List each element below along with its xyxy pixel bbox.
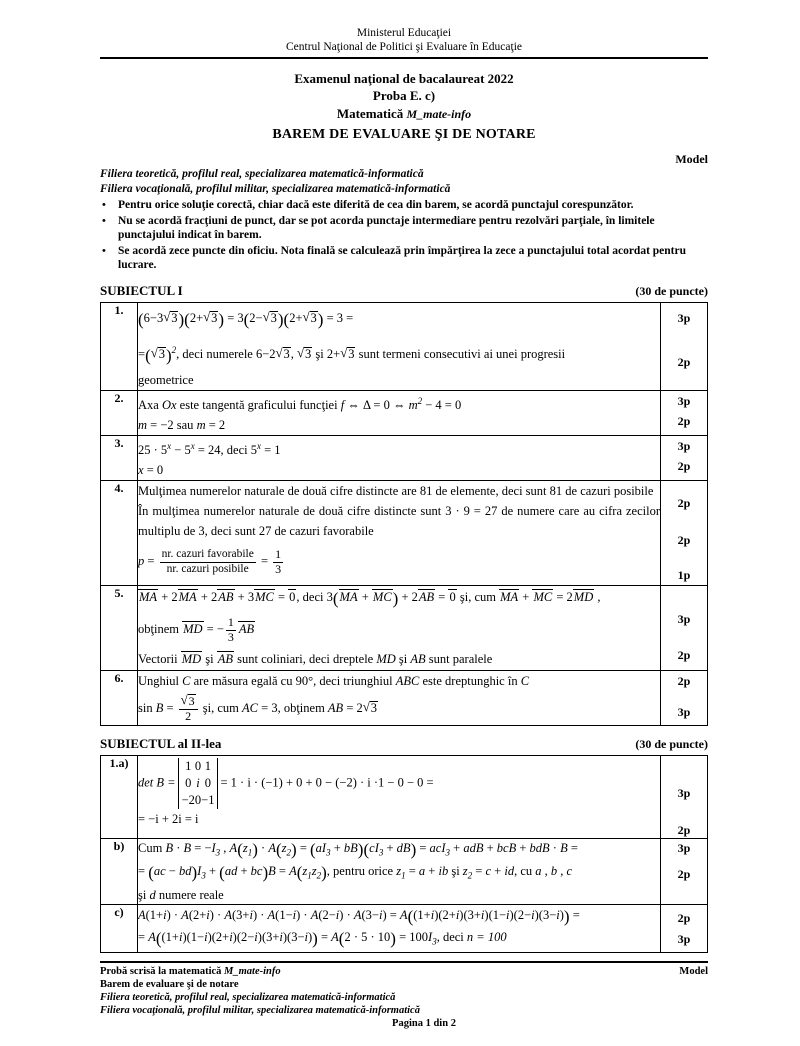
math-line <box>138 756 660 809</box>
instruction-text: Pentru orice soluţie corectă, chiar dacă este diferită de cea din barem, se acordă punctajul corespunzător. <box>118 199 634 211</box>
proba-label: Proba E. c) <box>372 88 436 103</box>
math-line: = $A((1+i)(1-i)(2+i)(2-i)(3+i)(3-i)) = A(2 \cdot 5 \cdot 10) = 100I_3$, deci n = 100 <box>138 928 507 948</box>
text-fragment: este tangentă graficului funcţiei <box>176 397 341 412</box>
math-line: (6−3 √ 3)(2+ √ 3) = 3(2− √ 3)(2+ √ 3) = 3 = <box>138 303 660 335</box>
text-fragment: , deci <box>436 929 467 944</box>
fraction-denominator: nr. cazuri posibile <box>160 562 256 576</box>
points-value: 2p <box>677 910 691 925</box>
subject-prefix: Matematică <box>336 106 407 121</box>
row-points <box>661 302 708 390</box>
row-body <box>138 904 661 953</box>
text-fragment: Probă scrisă la matematică <box>100 966 225 978</box>
instruction-item <box>100 198 708 213</box>
matrix-cell: 0 <box>194 758 202 773</box>
row-body <box>138 390 661 435</box>
row-body <box>138 838 661 904</box>
subject-line <box>100 104 708 124</box>
row-number: 5. <box>101 585 138 670</box>
text-fragment: , <box>290 346 298 361</box>
points-value: 3p <box>677 704 691 719</box>
section-1-title: SUBIECTUL I <box>100 282 183 298</box>
barem-title: BAREM DE EVALUARE ŞI DE NOTARE <box>272 127 536 142</box>
matrix-cell: 0 <box>185 775 192 790</box>
det-rhs: = 1 · i · (−1) + 0 + 0 − (−2) · i ·1 − 0 − 0 = <box>220 775 434 790</box>
row-number: 4. <box>101 480 138 585</box>
math-line: Vectorii MD şi AB sunt coliniari, deci dreptele MD şi AB sunt paralele <box>138 651 493 666</box>
row-number: 1.a) <box>101 755 138 838</box>
barem-table-subiect-2 <box>100 755 708 954</box>
footer-model-label: Model <box>679 966 708 978</box>
fraction-numerator: nr. cazuri favorabile <box>161 548 254 561</box>
row-body <box>138 585 661 670</box>
table-row <box>101 390 708 435</box>
row-points <box>661 585 708 670</box>
matrix-row <box>182 758 215 775</box>
footer-filiera-vocationala: Filiera vocaţională, profilul militar, specializarea matematică-informatică <box>100 1005 420 1017</box>
math-line: obţinem MD = − $\frac{1}{3}$ AB <box>138 614 255 644</box>
text-fragment: şi, cum <box>456 589 500 604</box>
text-fragment: , cu <box>514 864 536 879</box>
determinant-matrix <box>178 758 219 809</box>
text-fragment: şi, cum <box>199 700 243 715</box>
footer-filiera-teoretica: Filiera teoretică, profilul real, specializarea matematică-informatică <box>100 992 396 1004</box>
math-line: În mulţimea numerelor naturale de două cifre distincte sunt 3 · 9 = 27 de numere care au cifra zecilor multiplu de 3, deci sunt 27 de cazuri favorabile <box>138 503 660 538</box>
points-value: 3p <box>677 931 691 946</box>
filiera-vocationala: Filiera vocaţională, profilul militar, specializarea matematică-informatică <box>100 182 451 195</box>
text-fragment: , deci sunt <box>204 523 259 538</box>
table-row <box>101 585 708 670</box>
points-value: 2p <box>677 495 691 510</box>
title-block <box>100 70 708 146</box>
math-line: p = $\frac{\text{nr. cazuri favorabile}}{\text{nr. cazuri posibile}}$ = $\frac{1}{3}$ <box>138 546 282 576</box>
math-line: sin B = √ $\frac{3}{2}$ şi, cum AC = 3, obţinem AB = 2 √ 3 <box>138 691 660 725</box>
points-value: 3p <box>677 310 691 325</box>
matrix-cell: 1 <box>204 758 211 773</box>
model-label-top: Model <box>675 152 708 166</box>
footer-divider <box>100 961 708 963</box>
math-line: şi d numere reale <box>138 887 224 902</box>
matrix-cell: −2 <box>181 792 195 807</box>
matrix-cell: 0 <box>194 792 202 807</box>
row-number: b) <box>101 838 138 904</box>
text-fragment: , deci <box>296 589 327 604</box>
table-row <box>101 480 708 585</box>
text-fragment: sunt termeni consecutivi ai unei progresii <box>355 346 566 361</box>
table-row <box>101 838 708 904</box>
row-number: 2. <box>101 390 138 435</box>
row-body <box>138 435 661 480</box>
points-value: 3p <box>677 393 691 408</box>
text-fragment: şi <box>138 887 150 902</box>
page-number: Pagina 1 din 2 <box>392 1018 456 1030</box>
bullet-icon: • <box>102 214 106 227</box>
text-fragment: , deci numerele <box>176 346 256 361</box>
row-points <box>661 904 708 953</box>
matrix-cell: 1 <box>185 758 192 773</box>
text-fragment: de numere care au cifra zecilor multiplu de <box>138 503 660 538</box>
points-value: 2p <box>677 413 691 428</box>
text-fragment: este dreptunghic în <box>419 673 521 688</box>
points-value: 2p <box>677 822 691 837</box>
row-number: 6. <box>101 670 138 725</box>
matrix-cell: −1 <box>201 792 215 807</box>
document-header <box>100 26 708 59</box>
math-line: Unghiul C are măsura egală cu 90°, deci triunghiul ABC este dreptunghic în C <box>138 673 530 688</box>
math-line: geometrice <box>138 372 194 387</box>
matrix-row <box>182 775 215 792</box>
table-row <box>101 435 708 480</box>
matrix-row <box>182 792 215 809</box>
footer-proba <box>100 965 281 978</box>
points-value: 2p <box>677 673 691 688</box>
text-fragment: , pentru orice <box>326 864 397 879</box>
section-1-points: (30 de puncte) <box>635 283 708 298</box>
math-line: Mulţimea numerelor naturale de două cifre distincte are 81 de elemente, deci sunt 81 de cazuri posibile <box>138 483 654 498</box>
row-points <box>661 435 708 480</box>
filiera-teoretica: Filiera teoretică, profilul real, specializarea matematică-informatică <box>100 168 424 180</box>
text-fragment: În mulţimea numerelor naturale de două cifre distincte sunt <box>138 503 446 518</box>
row-number: 1. <box>101 302 138 390</box>
ministry-line: Ministerul Educaţiei <box>356 27 452 39</box>
text-fragment: , deci <box>220 442 251 457</box>
row-points <box>661 755 708 838</box>
function-symbol: f <box>340 397 345 412</box>
row-number: c) <box>101 904 138 953</box>
bullet-icon: • <box>102 244 106 257</box>
row-body <box>138 670 661 725</box>
points-value: 2p <box>677 866 691 881</box>
points-value: 2p <box>677 354 691 369</box>
text-fragment: şi <box>448 864 463 879</box>
text-fragment: Axa <box>138 397 162 412</box>
text-fragment: Cum <box>138 840 166 855</box>
footer-barem-line: Barem de evaluare şi de notare <box>100 979 239 991</box>
row-points <box>661 838 708 904</box>
table-row <box>101 302 708 390</box>
text-fragment: Unghiul <box>138 673 183 688</box>
instructions-list <box>100 198 708 273</box>
document-footer <box>100 965 708 1030</box>
text-fragment: şi <box>202 651 217 666</box>
subject-code: M_mate-info <box>406 107 472 121</box>
row-number: 3. <box>101 435 138 480</box>
text-fragment: Vectorii <box>138 651 181 666</box>
instruction-text: Se acordă zece puncte din oficiu. Nota finală se calculează prin împărţirea la zece a punctajului total acordat pentru lucrare. <box>118 244 687 271</box>
text-fragment: , obţinem <box>277 700 328 715</box>
text-fragment: n = 100 <box>466 929 507 944</box>
math-line: x = 0 <box>138 462 164 477</box>
math-line: = $(ac - bd)I_3 + (ad + bc)B = A(z_1z_2)$, pentru orice $z_1 = a$ + ib şi $z_2 = c$ + id, cu a , b , c <box>138 863 573 883</box>
header-divider <box>100 57 708 59</box>
text-fragment: obţinem <box>138 621 183 636</box>
math-line: Axa Ox este tangentă graficului funcţiei f ⇔ Δ = 0 ⇔ $m^2 - 4 = 0$ <box>138 395 462 412</box>
det-label: det B = <box>138 775 176 790</box>
math-line: = −i + 2i = i <box>138 811 199 826</box>
table-row <box>101 755 708 838</box>
section-heading-1 <box>100 283 708 299</box>
points-value: 3p <box>677 785 691 800</box>
matrix-cell: 0 <box>204 775 211 790</box>
row-body <box>138 755 661 838</box>
points-value: 1p <box>677 567 691 582</box>
text-fragment: sunt paralele <box>425 651 493 666</box>
bullet-icon: • <box>102 199 106 211</box>
text-fragment: sau <box>176 417 197 432</box>
math-line: m = −2 sau m = 2 <box>138 417 226 432</box>
math-line: Cum $B \cdot B = -I_3$ , $A(z_1) \cdot A(z_2) = (aI_3 + bB)(cI_3 + dB) = acI_3$ + adB + bcB + bdB · B = <box>138 839 578 859</box>
footer-row-1 <box>100 965 708 978</box>
section-2-points: (30 de puncte) <box>635 736 708 751</box>
barem-table-subiect-1 <box>100 302 708 726</box>
center-line: Centrul Naţional de Politici şi Evaluare în Educaţie <box>285 41 522 53</box>
math-line: =( √ 3)$^2$, deci numerele 6−2 √ 3, √ 3 şi 2+ √ 3 sunt termeni consecutivi ai unei progresii <box>138 335 660 371</box>
row-points <box>661 670 708 725</box>
exam-title: Examenul naţional de bacalaureat 2022 <box>294 71 514 86</box>
text-fragment: de cazuri favorabile <box>271 523 374 538</box>
instruction-item <box>100 244 708 273</box>
math-line: A(1+i) · A(2+i) · A(3+i) · A(1−i) · A(2−i) · A(3−i) = A((1+i)(2+i)(3+i)(1−i)(2−i)(3−i)) = <box>138 906 580 926</box>
text-fragment: are măsura egală cu 90°, deci triunghiul <box>190 673 396 688</box>
row-body <box>138 480 661 585</box>
table-row <box>101 904 708 953</box>
row-points <box>661 480 708 585</box>
points-value: 3p <box>677 611 691 626</box>
footer-subject-code: M_mate-info <box>224 966 281 978</box>
table-row <box>101 670 708 725</box>
text-fragment: sunt coliniari, deci dreptele <box>234 651 377 666</box>
instruction-text: Nu se acordă fracţiuni de punct, dar se pot acorda punctaje intermediare pentru rezolvări parţiale, în limitele punctajului indicat în barem. <box>118 214 655 241</box>
section-2-title: SUBIECTUL al II-lea <box>100 735 222 751</box>
math-line: MA + 2MA + 2AB + 3MC = 0, deci 3(MA + MC) + 2AB = 0 şi, cum MA + MC = 2MD , <box>139 588 601 608</box>
points-value: 3p <box>677 840 691 855</box>
section-heading-2 <box>100 736 708 752</box>
matrix-cell: i <box>196 775 200 790</box>
points-value: 2p <box>677 647 691 662</box>
instruction-item <box>100 214 708 243</box>
math-line: $25 \cdot 5^x - 5^x = 24$, deci $5^x = 1$ <box>138 440 281 457</box>
axis-label: Ox <box>161 397 177 412</box>
text-fragment: numere reale <box>155 887 224 902</box>
points-value: 3p <box>677 438 691 453</box>
row-body <box>138 302 661 390</box>
row-points <box>661 390 708 435</box>
text-fragment: şi <box>312 346 327 361</box>
points-value: 2p <box>677 458 691 473</box>
text-fragment: şi <box>395 651 411 666</box>
points-value: 2p <box>677 532 691 547</box>
